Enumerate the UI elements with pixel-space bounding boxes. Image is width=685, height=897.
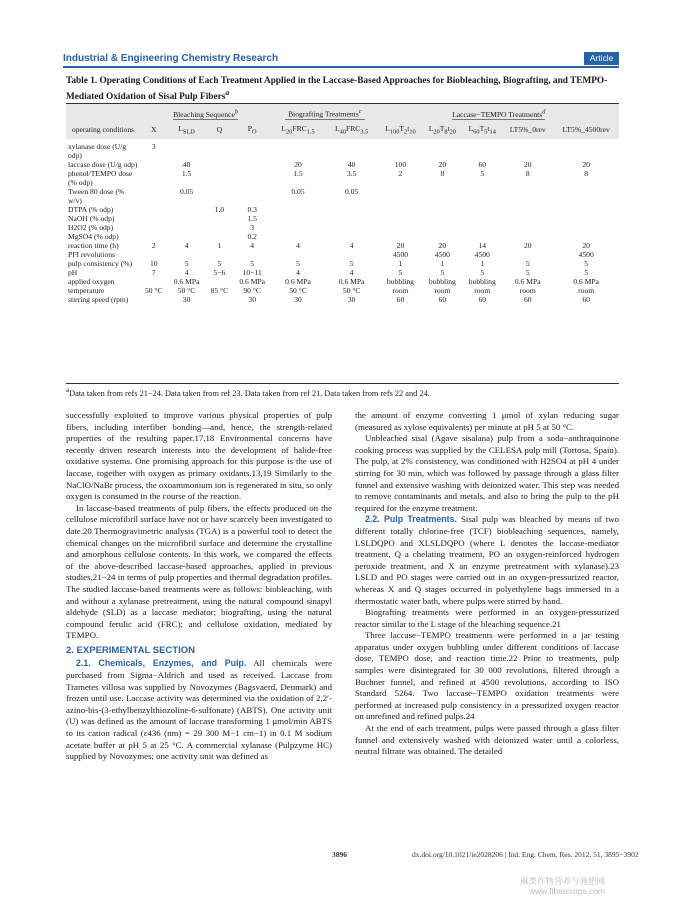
row-label: stirring speed (rpm)	[68, 295, 129, 305]
table-row	[66, 139, 619, 160]
table-cell: 4	[184, 241, 189, 251]
table-cell: bubbling	[428, 277, 456, 287]
table-cell	[168, 250, 206, 259]
table-cell	[553, 232, 619, 241]
table-cell	[325, 232, 379, 241]
col-head: $L_{60}T_5t_{14}$	[468, 123, 496, 136]
table-cell: 5	[440, 268, 445, 278]
section-heading: 2. EXPERIMENTAL SECTION	[66, 644, 195, 656]
row-label: Tween 80 dose (% w/v)	[68, 187, 125, 206]
table-cell	[140, 223, 168, 232]
table-cell: 4500	[392, 250, 409, 260]
table-cell	[271, 214, 325, 223]
table-cell: 1	[217, 241, 222, 251]
table-cell: 0.05	[291, 187, 305, 197]
table-cell: 4	[349, 241, 354, 251]
table-cell: 1	[398, 259, 403, 269]
paragraph: the amount of enzyme converting 1 μmol of xylan reducing sugar (measured as xylose equivalents) per minute at pH 5 at 50 °C.	[355, 410, 619, 432]
table-row	[66, 250, 619, 259]
table-cell: 5	[525, 268, 530, 278]
table-cell	[206, 232, 234, 241]
table-cell	[140, 187, 168, 205]
table-cell: 0.6 MPa	[573, 277, 600, 287]
table-cell: 1.5	[293, 169, 303, 179]
row-label: PFI revolutions	[68, 250, 116, 260]
table-row	[66, 286, 619, 295]
row-label: xylanase dose (U/g odp)	[68, 142, 127, 161]
table-row	[66, 259, 619, 268]
col-head: X	[151, 125, 157, 135]
table-cell	[502, 214, 553, 223]
doi-citation: dx.doi.org/10.1021/ie2028206 | Ind. Eng. Chem. Res. 2012, 51, 3895−3902	[412, 850, 639, 859]
table-cell: 8	[525, 169, 530, 179]
table-cell: room	[392, 286, 409, 296]
table-cell: bubbling	[468, 277, 496, 287]
table-cell: 4	[250, 241, 255, 251]
table-cell: 30	[347, 295, 356, 305]
journal-name: Industrial & Engineering Chemistry Research	[63, 53, 279, 64]
table-cell	[233, 160, 271, 169]
col-head: $L_{100}T_2t_{10}$	[385, 123, 416, 136]
table-cell: 50 °C	[342, 286, 361, 296]
table-cell	[206, 277, 234, 286]
table-cell	[140, 160, 168, 169]
table-cell	[233, 169, 271, 187]
table-cell	[422, 223, 462, 232]
col-head: Q	[216, 125, 223, 135]
table-cell: 20	[582, 160, 590, 170]
table-cell	[140, 214, 168, 223]
table-cell	[502, 250, 553, 259]
table-cell: 1.5	[181, 169, 192, 179]
table-cell: 3	[151, 142, 156, 152]
table-cell: 100	[394, 160, 407, 170]
watermark: 麻类作物营养与施肥网 www.fibercrops.com	[520, 876, 606, 896]
table-cell: 5	[296, 259, 300, 269]
table-row	[66, 160, 619, 169]
table-cell: 0.6 MPa	[338, 277, 365, 287]
table-cell: bubbling	[386, 277, 414, 287]
paragraph: successfully exploited to improve various physical properties of pulp fibers, including interfiber bonding—and, hence, the strength-related properties of the resulting paper.17,18 Environmental concerns have recently driven research interests into the development of halide-free oxidative systems. One promising approach for this purpose is the use of laccase, together with oxygen as primary oxidants.13,19 Similarly to the NaClO/NaBr process, the oxoammonium ion is regenerated in situ, so only oxygen is consumed in the course of the reaction.	[66, 410, 332, 502]
paragraph: Unbleached sisal (Agave sisalana) pulp from a soda−anthraquinone cooking process was supplied by the CELESA pulp mill (Tortosa, Spain). The pulp, at 2% consistency, was conditioned with H2SO4 at pH 4 under stirring for 30 min, which was followed by passage through a glass filter funnel and extensive washing with deionized water. This step was needed to remove contaminants and metals, and also to bring the pulp to the pH required for the enzyme treatment.	[355, 433, 619, 513]
table-cell	[462, 232, 502, 241]
table-cell: 90 °C	[243, 286, 261, 296]
table-cell: 60	[438, 295, 447, 305]
table-cell	[462, 223, 502, 232]
table-cell	[325, 214, 379, 223]
table-cell	[422, 139, 462, 160]
table-cell	[378, 223, 422, 232]
table-cell: 5	[349, 259, 354, 269]
table-cell	[206, 214, 234, 223]
table-cell	[140, 250, 168, 259]
article-tag: Article	[584, 52, 619, 65]
table-cell	[378, 214, 422, 223]
table-cell: 1	[480, 259, 485, 269]
table-cell	[325, 223, 379, 232]
table-cell	[206, 160, 234, 169]
table-cell: 4	[349, 268, 354, 278]
table-cell	[325, 205, 379, 214]
col-head: $L_{SLD}$	[178, 123, 195, 136]
table-cell: 4	[184, 268, 189, 278]
table-cell: 60	[523, 295, 532, 305]
table-cell: 2	[151, 241, 156, 251]
row-label: pH	[68, 268, 78, 278]
table-cell: 5	[398, 268, 403, 278]
table-row	[66, 169, 619, 187]
table-row	[66, 241, 619, 250]
table-cell	[233, 250, 271, 259]
table-cell: 20	[582, 241, 590, 251]
table-cell	[378, 187, 422, 205]
row-label: applied oxygen	[68, 277, 115, 287]
table-cell	[168, 214, 206, 223]
table-cell	[553, 205, 619, 214]
table-cell: 50 °C	[144, 286, 163, 296]
table-cell	[168, 139, 206, 160]
table-bottom-rule	[66, 383, 619, 384]
col-head: $P_O$	[247, 123, 257, 136]
table-cell: 10	[150, 259, 158, 269]
right-column	[355, 410, 619, 758]
operating-conditions-table	[66, 104, 619, 304]
table-cell	[553, 187, 619, 205]
table-cell: 2	[398, 169, 403, 179]
table-cell	[422, 187, 462, 205]
group-tempo: Laccase−TEMPO Treatments$^d$	[452, 108, 546, 119]
col-head: $L_{20}FRC_{1.5}$	[281, 123, 315, 136]
table-row	[66, 232, 619, 241]
table-row	[66, 295, 619, 304]
table-cell: 5	[525, 259, 530, 269]
table-cell	[271, 205, 325, 214]
group-biografting: Biografting Treatments$^c$	[271, 104, 378, 121]
table-caption: Table 1. Operating Conditions of Each Treatment Applied in the Laccase-Based Approaches for Biobleaching, Biografting, and TEMPO-Mediated Oxidation of Sisal Pulp Fibers$^a$	[66, 76, 608, 103]
table-cell	[553, 223, 619, 232]
page-number: 3896	[332, 850, 347, 859]
table-cell	[422, 232, 462, 241]
table-cell	[325, 139, 379, 160]
table-cell: 5	[184, 259, 189, 269]
table-cell	[502, 205, 553, 214]
table-row	[66, 277, 619, 286]
table-cell	[502, 187, 553, 205]
table-cell	[502, 223, 553, 232]
table-cell: 60	[478, 160, 487, 170]
table-cell: 20	[294, 160, 302, 170]
table-cell: 3	[250, 223, 255, 233]
table-cell	[168, 223, 206, 232]
col-head-label: operating conditions	[71, 125, 135, 135]
table-cell: 14	[478, 241, 487, 251]
col-head: $L_{40}FRC_{3.5}$	[335, 123, 369, 136]
table-cell	[271, 139, 325, 160]
table-cell: 4500	[578, 250, 594, 260]
table-cell	[462, 214, 502, 223]
row-label: pulp consistency (%)	[68, 259, 133, 269]
row-label: DTPA (% odp)	[68, 205, 114, 215]
paragraph: 2.2. Pulp Treatments. Sisal pulp was bleached by means of two different totally chlorine-free (TCF) biobleaching sequences, namely, LSLDQPO and XLSLDQPO (where L denotes the laccase-mediator treatment, Q a chelating treatment, PO an oxygen-reinforced hydrogen peroxide treatment, and X an enzyme pretreatment with xylanase).23 LSLD and PO stages were carried out in an oxygen-pressurized reactor, whereas X and Q stages occurred in polyethylene bags immersed in a thermostatic water bath, where pulps were stirred by hand.	[355, 514, 619, 606]
table-cell	[140, 232, 168, 241]
table-cell	[462, 139, 502, 160]
group-bleaching: Bleaching Sequence$^b$	[173, 108, 239, 119]
col-head: LT5%_0rev	[509, 125, 546, 135]
table-cell	[206, 169, 234, 187]
table-cell: 0.6 MPa	[285, 277, 311, 287]
paragraph: Three laccase−TEMPO treatments were performed in a jar testing apparatus under oxygen bubbling under different conditions of laccase dose, TEMPO dose, and reaction time.22 Prior to treatments, pulp samples were disintegrated for 30 000 revolutions, filtered through a Buchner funnel, and refined at 4500 revolutions, according to ISO Standard 5264. Two laccase−TEMPO oxidation treatments were performed at increased pulp consistency in a pressurized oxygen reactor on unrefined and refined pulps.24	[355, 630, 619, 722]
table-cell	[553, 139, 619, 160]
table-cell: 1	[440, 259, 445, 269]
table-cell: 20	[396, 241, 405, 251]
table-cell: room	[519, 286, 536, 296]
table-cell	[206, 139, 234, 160]
table-cell: 0.05	[345, 187, 359, 197]
table-cell	[378, 232, 422, 241]
table-cell	[462, 205, 502, 214]
row-label: phenol/TEMPO dose (% odp)	[68, 169, 133, 188]
table-cell: 50 °C	[177, 286, 196, 296]
table-cell: 20	[523, 241, 532, 251]
row-label: temperature	[68, 286, 105, 296]
table-cell	[502, 139, 553, 160]
header-rule	[63, 66, 619, 68]
row-label: NaOH (% odp)	[68, 214, 115, 224]
table-cell	[206, 187, 234, 205]
table-cell	[271, 223, 325, 232]
table-cell: 4500	[474, 250, 490, 260]
table-cell	[233, 187, 271, 205]
table-footnotes: $^a$Data taken from refs 21−24. Data taken from ref 23. Data taken from ref 21. Data taken from refs 22 and 24.	[66, 387, 430, 398]
table-cell: 0.6 MPa	[173, 277, 200, 287]
table-cell: 40	[182, 160, 191, 170]
table-cell: 5	[480, 268, 485, 278]
table-cell: room	[434, 286, 451, 296]
table-row	[66, 223, 619, 232]
table-cell: 4	[296, 241, 300, 251]
row-label: laccase dose (U/g odp)	[68, 160, 138, 170]
table-cell: 20	[523, 160, 532, 170]
table-cell: 0.6 MPa	[514, 277, 541, 287]
table-cell	[140, 277, 168, 286]
paragraph: Biografting treatments were performed in an oxygen-pressurized reactor similar to the L stage of the bleaching sequence.21	[355, 607, 619, 629]
table-cell: 5	[480, 169, 485, 179]
table-cell	[502, 232, 553, 241]
table-cell: 1.5	[247, 214, 257, 224]
table-cell: 20	[438, 241, 447, 251]
table-cell: 30	[294, 295, 302, 305]
table-cell: 3.5	[346, 169, 357, 179]
table-cell	[168, 205, 206, 214]
table-row	[66, 187, 619, 205]
table-cell	[233, 139, 271, 160]
table-cell: 5	[584, 259, 589, 269]
table-cell: room	[474, 286, 491, 296]
table-cell: 0.3	[247, 205, 257, 215]
table-cell: 8	[584, 169, 589, 179]
table-cell: 0.05	[179, 187, 194, 197]
paragraph: 2.1. Chemicals, Enzymes, and Pulp. All chemicals were purchased from Sigma−Aldrich and used as received. Laccase from Trametes villosa was supplied by Novozymes (Bagsvaerd, Denmark) and frozen until use. Laccase activity was determined via the oxidation of 2,2′-azino-bis-(3-ethylbenzylthiozoline-6-sulfonate) (ABTS). One activity unit (U) was defined as the amount of laccase transforming 1 μmol/min ABTS to its cation radical (ε436 (nm) = 29 300 M−1 cm−1) in 0.1 M sodium acetate buffer at pH 5 at 25 °C. A commercial xylanase (Pulpzyme HC) supplied by Novozymes; one activity unit was defined as	[66, 658, 332, 762]
row-label: MgSO4 (% odp)	[68, 232, 119, 242]
table-cell: 4	[296, 268, 300, 278]
table-cell	[140, 295, 168, 304]
table-cell: 4500	[434, 250, 450, 260]
table-cell: 5	[250, 259, 255, 269]
table-cell: 5	[584, 268, 589, 278]
table-cell: 60	[478, 295, 487, 305]
table-cell: 40	[347, 160, 356, 170]
table-cell	[206, 295, 234, 304]
table-cell: 7	[151, 268, 156, 278]
table-cell	[140, 205, 168, 214]
table-cell	[325, 250, 379, 259]
row-label: H2O2 (% odp)	[68, 223, 114, 233]
table-cell: room	[578, 286, 595, 296]
table-cell	[206, 250, 234, 259]
table-cell	[271, 250, 325, 259]
col-head: $L_{20}T_8t_{20}$	[428, 123, 456, 136]
paragraph: In laccase-based treatments of pulp fibers, the effects produced on the cellulose microfibril surface have not or have scarcely been investigated to date.20 Thermogravimetric analysis (TGA) is a powerful tool to detect the chemical changes on the microfibril surface and determine the crystalline and amorphous cellulose contents. In this work, we compared the effects of the above-described laccase-based approaches, applied in previous studies,21−24 in terms of pulp properties and thermal degradation profiles. The studied laccase-based treatments were as follows: biobleaching, with and without a xylanase pretreatment, using the natural compound sinapyl aldehyde (SLD) as a laccase mediator; biografting, using the natural compound ferulic acid (FRC); and cellulose oxidation, mediated by TEMPO.	[66, 502, 332, 641]
table-cell	[553, 214, 619, 223]
table-cell: 60	[396, 295, 405, 305]
col-head: LT5%_4500rev	[562, 125, 610, 135]
table-row	[66, 214, 619, 223]
table-cell	[271, 232, 325, 241]
table-row	[66, 205, 619, 214]
table-cell: 50 °C	[289, 286, 307, 296]
table-cell: 10−11	[242, 268, 262, 278]
table-cell: 20	[438, 160, 447, 170]
table-cell: 30	[182, 295, 191, 305]
table-cell: 85 °C	[210, 286, 229, 296]
table-cell	[422, 205, 462, 214]
table-cell: 0.2	[247, 232, 257, 242]
table-cell: 1.0	[214, 205, 225, 215]
table-cell: 5	[217, 259, 222, 269]
table-cell	[378, 139, 422, 160]
table-cell: 8	[440, 169, 445, 179]
table-cell	[378, 205, 422, 214]
table-cell	[168, 232, 206, 241]
table-cell: 0.6 MPa	[239, 277, 266, 287]
table-cell	[140, 169, 168, 187]
table-row	[66, 268, 619, 277]
table-cell	[462, 187, 502, 205]
row-label: reaction time (h)	[68, 241, 119, 251]
paragraph: At the end of each treatment, pulps were passed through a glass filter funnel and extensively washed with deionized water until a colorless, neutral filtrate was obtained. The detailed	[355, 723, 619, 757]
table-cell	[422, 214, 462, 223]
table-cell: 60	[582, 295, 590, 305]
table-cell: 5−6	[213, 268, 226, 278]
left-column	[66, 410, 332, 763]
table-cell	[206, 223, 234, 232]
table-cell: 30	[248, 295, 256, 305]
